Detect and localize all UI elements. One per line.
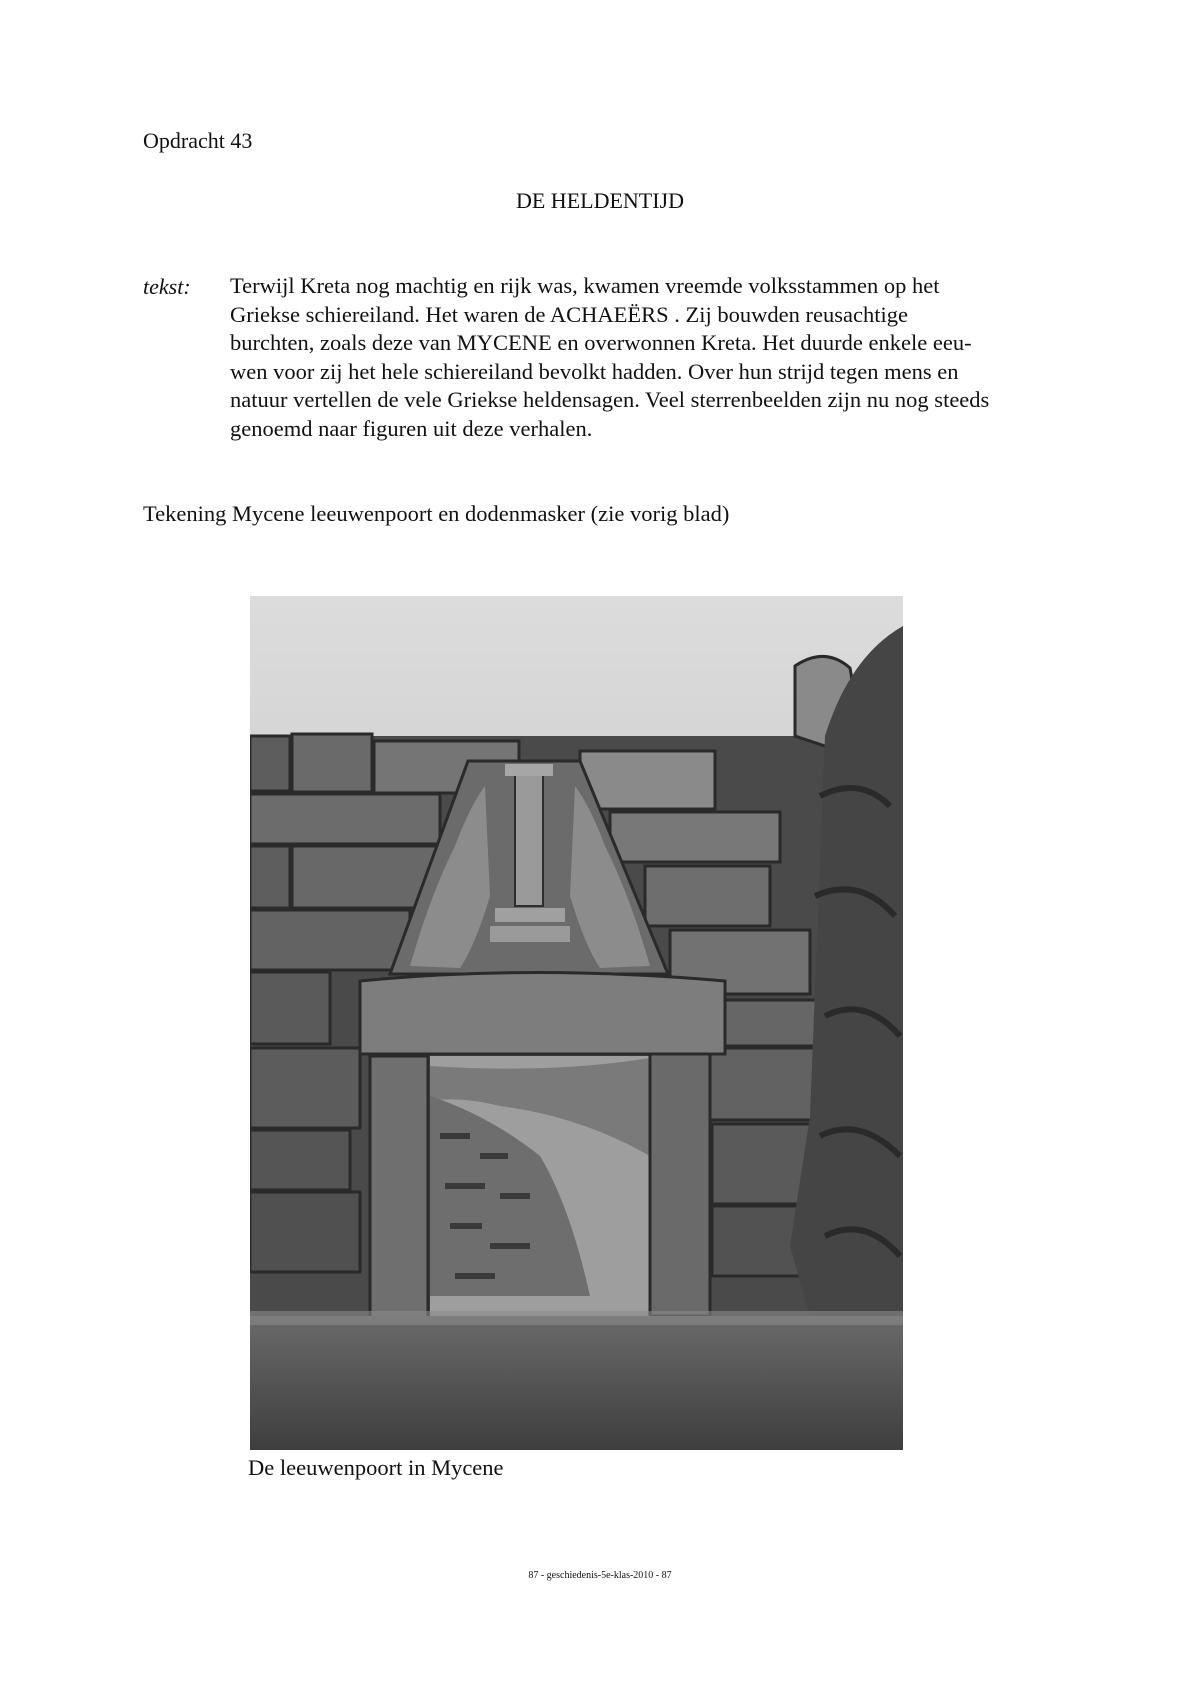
body-line: natuur vertellen de vele Griekse heldensagen. Veel sterrenbeelden zijn nu nog steeds [230,387,990,412]
text-label: tekst: [143,274,191,299]
body-line: burchten, zoals deze van MYCENE en overwonnen Kreta. Het duurde enkele eeu- [230,330,972,355]
assignment-heading: Opdracht 43 [143,128,253,153]
page-footer: 87 - geschiedenis-5e-klas-2010 - 87 [528,1570,672,1581]
body-line: Griekse schiereiland. Het waren de ACHAEËRS . Zij bouwden reusachtige [230,301,908,327]
page-title: DE HELDENTIJD [515,188,685,213]
lion-gate-photo [250,596,903,1450]
body-line: wen voor zij het hele schiereiland bevolkt hadden. Over hun strijd tegen mens en [230,358,959,384]
body-line: Terwijl Kreta nog machtig en rijk was, kwamen vreemde volksstammen op het [230,273,940,298]
photo-caption: De leeuwenpoort in Mycene [248,1455,504,1480]
drawing-note: Tekening Mycene leeuwenpoort en dodenmasker (zie vorig blad) [143,501,730,526]
body-line: genoemd naar figuren uit deze verhalen. [230,415,593,441]
body-text [230,272,1110,443]
